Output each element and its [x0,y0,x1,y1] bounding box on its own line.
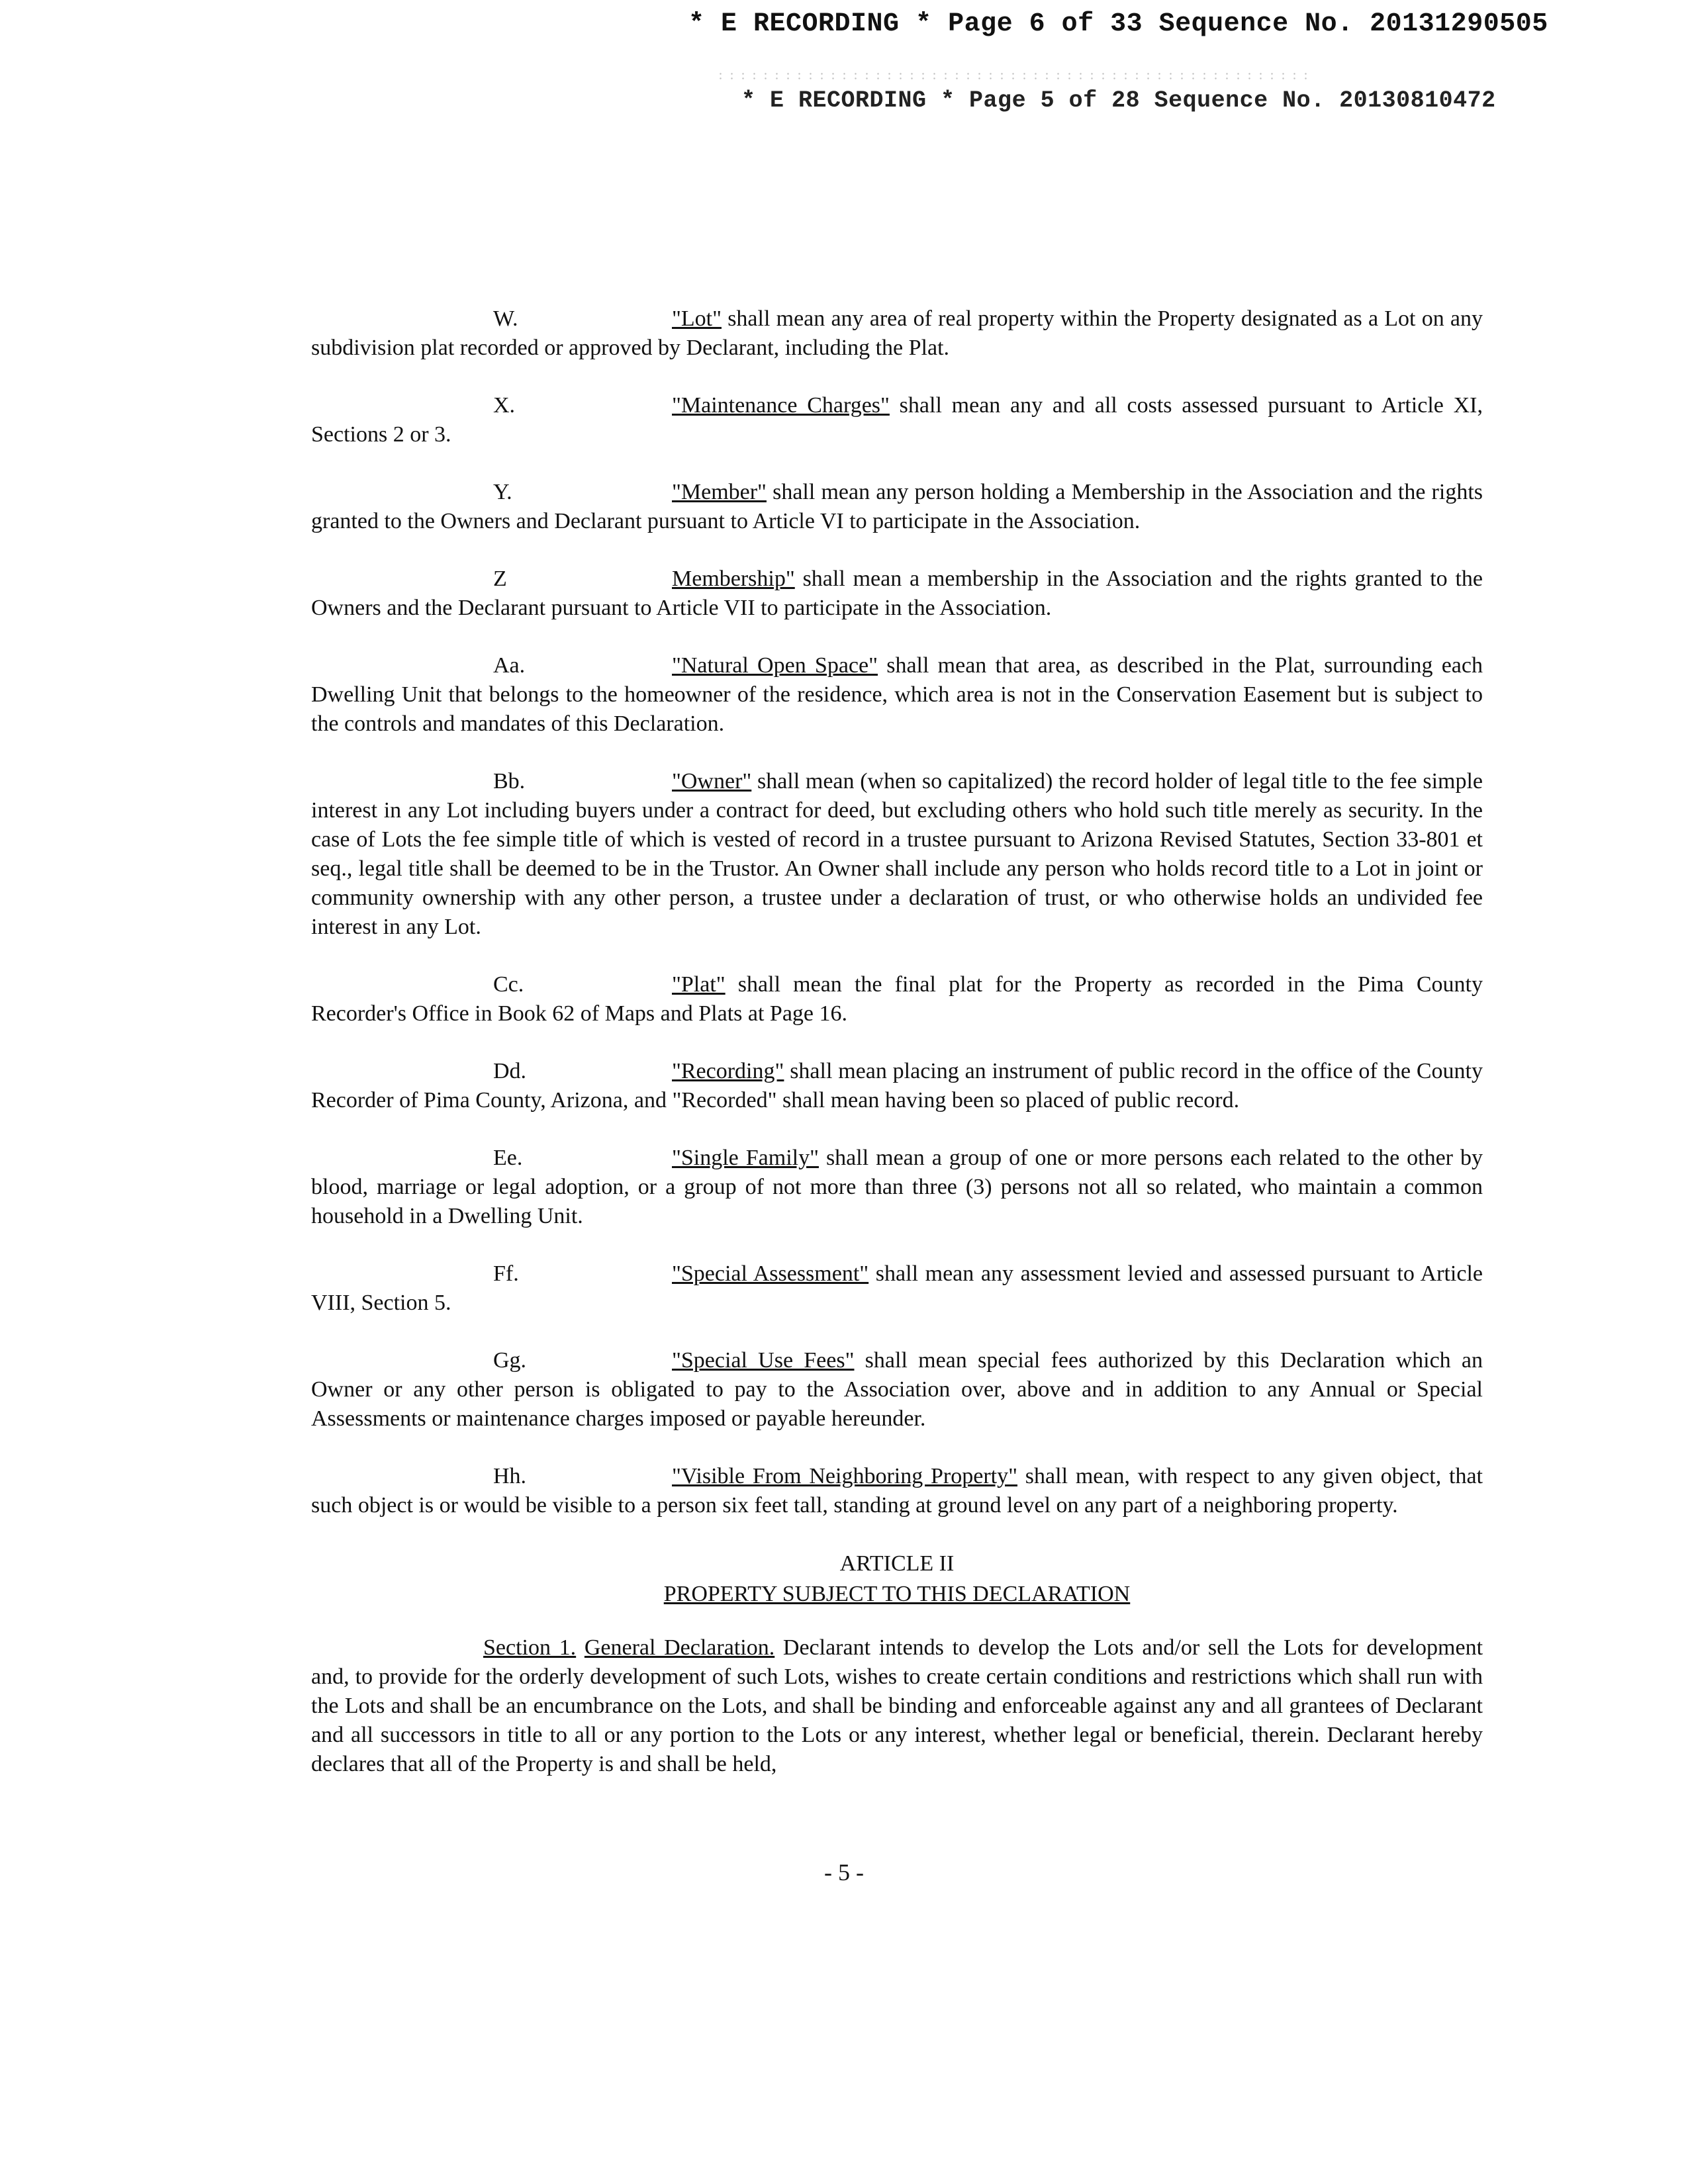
definition-text: shall mean that area, as described in the Plat, surrounding each Dwelling Unit that belongs to the homeowner of the residence, which area is not in the Conservation Easement but is subject to the controls and mandates of this Declaration. [311,653,1483,736]
definition-paragraph [311,565,1483,623]
definition-letter: Z [493,567,507,591]
definition-letter: W. [493,306,518,331]
definition-term: "Lot" [672,306,722,331]
section-text: Declarant intends to develop the Lots and/or sell the Lots for development and, to provide for the orderly development of such Lots, wishes to create certain conditions and restrictions which shall run with the Lots and shall be an encumbrance on the Lots, and shall be binding and enforceable against any and all grantees of Declarant and all successors in title to all or any portion to the Lots or any interest, whether legal or beneficial, therein. Declarant hereby declares that all of the Property is and shall be held, [311,1635,1483,1776]
definition-letter: Y. [493,480,512,504]
definition-term: "Natural Open Space" [672,653,878,678]
definition-paragraph [311,651,1483,739]
definition-paragraph [311,304,1483,363]
page-number: - 5 - [824,1859,864,1886]
definition-term: "Special Use Fees" [672,1348,855,1373]
definition-paragraph [311,1259,1483,1318]
definition-letter: X. [493,393,516,418]
definition-term: "Maintenance Charges" [672,393,890,418]
definition-text: shall mean (when so capitalized) the record holder of legal title to the fee simple interest in any Lot including buyers under a contract for deed, but excluding others who hold such title merely as security. In the case of Lots the fee simple title of which is vested of record in a trustee pursuant to Arizona Revised Statutes, Section 33-801 et seq., legal title shall be deemed to be in the Trustor. An Owner shall include any person who holds record title to a Lot in joint or community ownership with any other person, a trustee under a declaration of trust, or who otherwise holds an undivided fee interest in any Lot. [311,769,1483,939]
definition-text: shall mean any and all costs assessed pursuant to Article XI, Sections 2 or 3. [311,393,1483,447]
definition-term: "Visible From Neighboring Property" [672,1464,1017,1488]
definition-letter: Bb. [493,769,526,794]
definition-text: shall mean any assessment levied and assessed pursuant to Article VIII, Section 5. [311,1261,1483,1315]
definition-paragraph [311,1057,1483,1115]
definition-letter: Aa. [493,653,526,678]
definition-paragraph [311,767,1483,942]
definition-text: shall mean a group of one or more persons each related to the other by blood, marriage or legal adoption, or a group of not more than three (3) persons not all so related, who maintain a common household in a Dwelling Unit. [311,1146,1483,1228]
definition-paragraph [311,478,1483,536]
recording-header-primary: * E RECORDING * Page 6 of 33 Sequence No. 20131290505 [688,9,1548,39]
definition-text: shall mean, with respect to any given object, that such object is or would be visible to a person six feet tall, standing at ground level on any part of a neighboring property. [311,1464,1483,1518]
section-heading: General Declaration. [584,1635,775,1660]
definition-letter: Hh. [493,1464,527,1488]
recording-header-secondary: * E RECORDING * Page 5 of 28 Sequence No. 20130810472 [741,87,1496,114]
definition-term: "Single Family" [672,1146,819,1170]
definition-text: shall mean special fees authorized by this Declaration which an Owner or any other person is obligated to pay to the Association over, above and in addition to any Annual or Special Assessments or maintenance charges imposed or payable hereunder. [311,1348,1483,1431]
definition-text: shall mean the final plat for the Property as recorded in the Pima County Recorder's Office in Book 62 of Maps and Plats at Page 16. [311,972,1483,1026]
definition-letter: Cc. [493,972,524,997]
definition-term: "Special Assessment" [672,1261,869,1286]
definition-letter: Dd. [493,1059,527,1083]
definition-letter: Gg. [493,1348,527,1373]
definition-text: shall mean a membership in the Association and the rights granted to the Owners and the Declarant pursuant to Article VII to participate in the Association. [311,567,1483,620]
definition-letter: Ee. [493,1146,523,1170]
definition-text: shall mean any area of real property within the Property designated as a Lot on any subdivision plat recorded or approved by Declarant, including the Plat. [311,306,1483,360]
definition-letter: Ff. [493,1261,519,1286]
definition-text: shall mean placing an instrument of public record in the office of the County Recorder of Pima County, Arizona, and "Recorded" shall mean having been so placed of public record. [311,1059,1483,1113]
section-label: Section 1. [483,1635,577,1660]
article-title: PROPERTY SUBJECT TO THIS DECLARATION [663,1582,1131,1606]
definition-term: "Recording" [672,1059,784,1083]
scan-noise [715,71,1311,81]
article-heading [311,1549,1483,1610]
definition-paragraph [311,391,1483,449]
article-number: ARTICLE II [839,1551,955,1576]
definition-paragraph [311,1462,1483,1520]
definition-term: "Plat" [672,972,726,997]
document-body [311,304,1483,1779]
definition-term: "Member" [672,480,767,504]
definition-paragraph [311,970,1483,1028]
definition-term: "Owner" [672,769,752,794]
definition-paragraph [311,1346,1483,1433]
definition-term: Membership" [672,567,795,591]
section-paragraph [311,1633,1483,1779]
definition-text: shall mean any person holding a Membership in the Association and the rights granted to the Owners and Declarant pursuant to Article VI to participate in the Association. [311,480,1483,533]
definition-paragraph [311,1144,1483,1231]
